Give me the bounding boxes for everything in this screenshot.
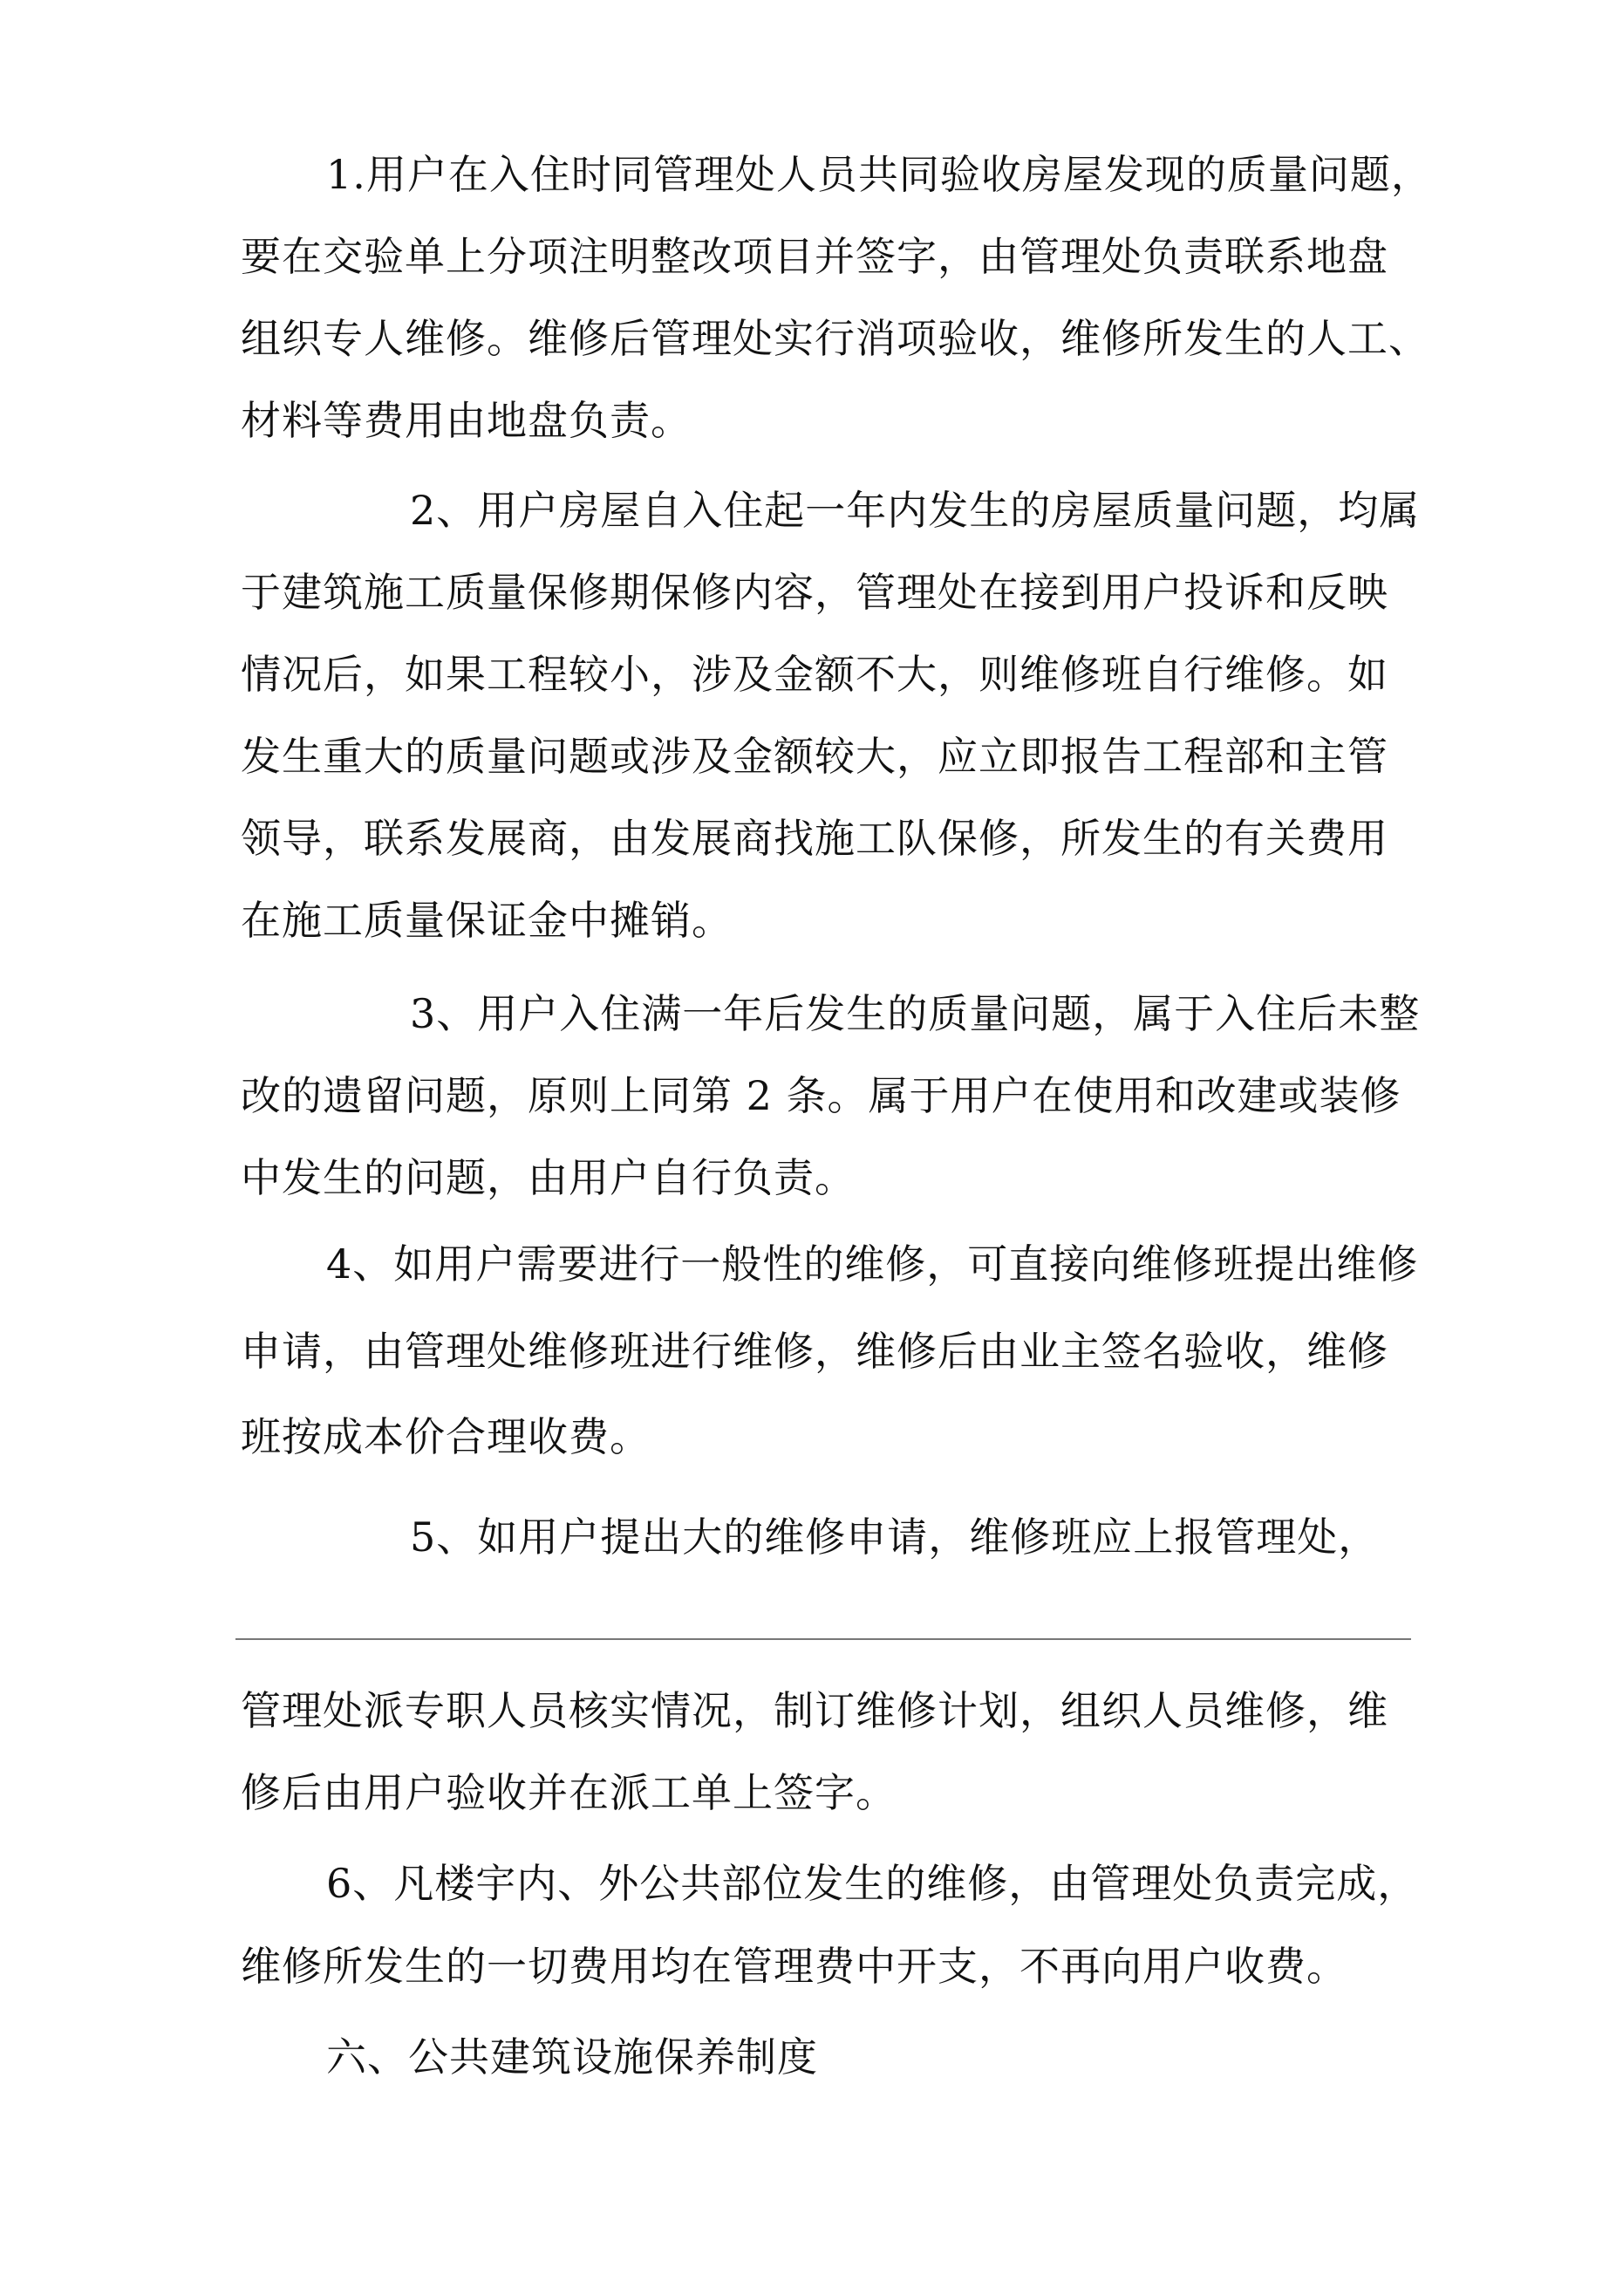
- text-line: 组织专人维修。维修后管理处实行消项验收，维修所发生的人工、: [241, 315, 1429, 362]
- text-line: 材料等费用由地盘负责。: [241, 397, 692, 444]
- text-line: 申请，由管理处维修班进行维修，维修后由业主签名验收，维修: [241, 1328, 1388, 1375]
- text-line: 领导，联系发展商，由发展商找施工队保修，所发生的有关费用: [241, 815, 1388, 862]
- text-line: 3、用户入住满一年后发生的质量问题，属于入住后未整: [410, 990, 1421, 1037]
- text-line: 班按成本价合理收费。: [241, 1413, 651, 1460]
- text-line: 情况后，如果工程较小，涉及金额不大，则维修班自行维修。如: [241, 651, 1388, 698]
- text-line: 于建筑施工质量保修期保修内容，管理处在接到用户投诉和反映: [241, 569, 1388, 616]
- text-line: 维修所发生的一切费用均在管理费中开支，不再向用户收费。: [241, 1943, 1347, 1990]
- text-line: 要在交验单上分项注明整改项目并签字，由管理处负责联系地盘: [241, 233, 1388, 280]
- text-line: 6、凡楼宇内、外公共部位发生的维修，由管理处负责完成，: [326, 1860, 1419, 1907]
- text-line: 改的遗留问题，原则上同第 2 条。属于用户在使用和改建或装修: [241, 1072, 1401, 1119]
- text-line: 中发生的问题，由用户自行负责。: [241, 1154, 856, 1201]
- text-line: 管理处派专职人员核实情况，制订维修计划，组织人员维修，维: [241, 1687, 1388, 1734]
- text-line: 4、如用户需要进行一般性的维修，可直接向维修班提出维修: [326, 1240, 1419, 1288]
- text-line: 六、公共建筑设施保养制度: [326, 2033, 818, 2081]
- section-divider: [235, 1638, 1411, 1640]
- text-line: 修后由用户验收并在派工单上签字。: [241, 1769, 897, 1816]
- text-line: 1.用户在入住时同管理处人员共同验收房屋发现的质量问题，: [326, 151, 1432, 198]
- text-line: 发生重大的质量问题或涉及金额较大，应立即报告工程部和主管: [241, 733, 1388, 780]
- text-line: 在施工质量保证金中摊销。: [241, 897, 733, 944]
- text-line: 2、用户房屋自入住起一年内发生的房屋质量问题，均属: [410, 487, 1421, 534]
- text-line: 5、如用户提出大的维修申请，维修班应上报管理处，: [410, 1514, 1380, 1561]
